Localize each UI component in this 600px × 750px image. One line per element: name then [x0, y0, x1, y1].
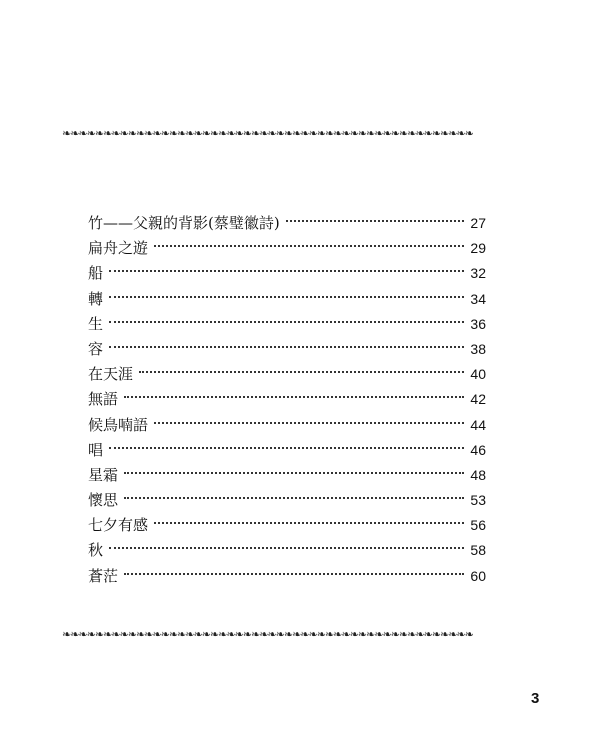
toc-entry-page: 40 — [470, 366, 486, 383]
toc-entry-title: 秋 — [88, 541, 104, 560]
toc-entry-title: 生 — [88, 314, 104, 333]
toc-entry-page: 44 — [470, 416, 486, 433]
toc-entry-page: 38 — [470, 340, 486, 357]
dot-leader — [286, 205, 464, 222]
toc-entry-title: 扁舟之遊 — [88, 239, 149, 258]
toc-entry-title: 無語 — [88, 390, 119, 409]
dot-leader — [109, 532, 464, 549]
dot-leader — [124, 482, 464, 499]
decorative-border-bottom: ❧❧❧❧❧❧❧❧❧❧❧❧❧❧❧❧❧❧❧❧❧❧❧❧❧❧❧❧❧❧❧❧❧❧❧❧❧❧❧❧❧❧❧❧❧❧❧❧❧❧ — [62, 628, 473, 641]
toc-entry-title: 懷思 — [88, 491, 119, 510]
toc-entry-page: 46 — [470, 441, 486, 458]
page-number: 3 — [531, 690, 540, 707]
toc-entry-title: 候鳥喃語 — [88, 415, 149, 434]
dot-leader — [154, 230, 464, 247]
toc-entry-page: 48 — [470, 466, 486, 483]
toc-entry-page: 36 — [470, 315, 486, 332]
toc-entry-title: 船 — [88, 264, 104, 283]
toc-entry-title: 蒼茫 — [88, 566, 119, 585]
decorative-border-top: ❧❧❧❧❧❧❧❧❧❧❧❧❧❧❧❧❧❧❧❧❧❧❧❧❧❧❧❧❧❧❧❧❧❧❧❧❧❧❧❧❧❧❧❧❧❧❧❧❧❧ — [62, 127, 473, 140]
dot-leader — [124, 457, 464, 474]
dot-leader — [109, 331, 464, 348]
toc-entry[interactable] — [88, 564, 486, 589]
toc-entry-page: 58 — [470, 542, 486, 559]
toc-entry-title: 轉 — [88, 289, 104, 308]
toc-entry-title: 星霜 — [88, 465, 119, 484]
toc-entry-page: 53 — [470, 492, 486, 509]
toc-entry-title: 七夕有感 — [88, 516, 149, 535]
dot-leader — [109, 255, 464, 272]
dot-leader — [124, 558, 464, 575]
toc-entry-title: 唱 — [88, 440, 104, 459]
table-of-contents — [88, 211, 486, 589]
toc-entry-page: 27 — [470, 215, 486, 231]
toc-entry-page: 60 — [470, 567, 486, 584]
toc-entry-page: 42 — [470, 391, 486, 408]
toc-entry-title: 竹——父親的背影(蔡璧徽詩) — [88, 214, 280, 232]
dot-leader — [109, 432, 464, 449]
toc-entry-page: 56 — [470, 517, 486, 534]
dot-leader — [124, 381, 464, 398]
toc-entry-page: 29 — [470, 240, 486, 257]
toc-entry-page: 32 — [470, 265, 486, 282]
dot-leader — [154, 507, 464, 524]
toc-entry-title: 容 — [88, 339, 104, 358]
toc-entry-page: 34 — [470, 290, 486, 307]
dot-leader — [109, 281, 464, 298]
dot-leader — [139, 356, 464, 373]
toc-entry-title: 在天涯 — [88, 365, 134, 384]
dot-leader — [109, 306, 464, 323]
dot-leader — [154, 407, 464, 424]
